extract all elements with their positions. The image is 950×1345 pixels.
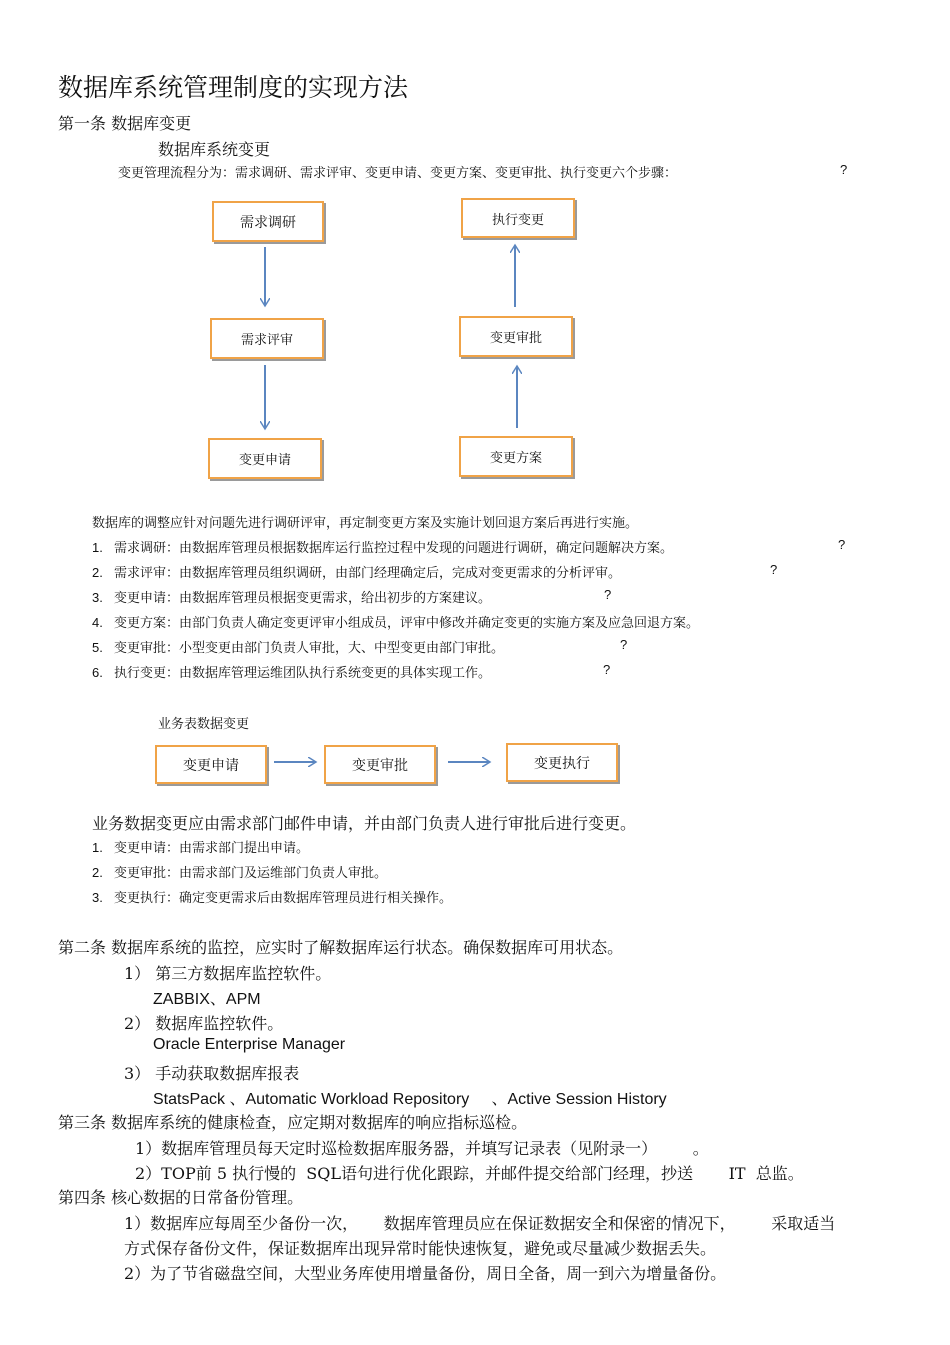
step-mark: ? [770, 562, 778, 577]
process-intro: 变更管理流程分为：需求调研、需求评审、变更申请、变更方案、变更审批、执行变更六个步骤： [118, 166, 678, 181]
monitor-item-label: 3） 手动获取数据库报表 [124, 1064, 300, 1083]
list-item: 5. 变更审批：小型变更由部门负责人审批，大、中型变更由部门审批。 [92, 640, 505, 656]
biz-box-execute: 变更执行 [506, 743, 618, 782]
step-mark: ? [838, 537, 846, 552]
list-item: 3. 变更执行：确定变更需求后由数据库管理员进行相关操作。 [92, 890, 453, 906]
step-mark: ? [604, 587, 612, 602]
biz-box-approve: 变更审批 [324, 745, 436, 784]
biz-heading: 业务表数据变更 [158, 717, 250, 732]
health-item: 2）TOP前 5 执行慢的 SQL语句进行优化跟踪，并邮件提交给部门经理，抄送 IT 总监。 [135, 1164, 804, 1183]
article-2-heading: 第二条 数据库系统的监控，应实时了解数据库运行状态。确保数据库可用状态。 [58, 938, 624, 957]
monitor-item-detail: Oracle Enterprise Manager [153, 1036, 346, 1053]
monitor-item-detail: ZABBIX、APM [153, 991, 261, 1008]
biz-box-apply: 变更申请 [155, 745, 267, 784]
flow-box-req-review: 需求评审 [210, 318, 324, 359]
page-title: 数据库系统管理制度的实现方法 [58, 73, 409, 102]
monitor-item-label: 1） 第三方数据库监控软件。 [124, 964, 332, 983]
intro-mark: ? [840, 162, 848, 177]
list-item: 2. 需求评审：由数据库管理员组织调研，由部门经理确定后，完成对变更需求的分析评审。 [92, 565, 622, 581]
flow-box-change-approve: 变更审批 [459, 316, 573, 357]
step-mark: ? [620, 637, 628, 652]
flow-box-change-plan: 变更方案 [459, 436, 573, 477]
list-item: 1. 需求调研：由数据库管理员根据数据库运行监控过程中发现的问题进行调研，确定问题解决方案。 [92, 540, 674, 556]
article-3-heading: 第三条 数据库系统的健康检查，应定期对数据库的响应指标巡检。 [58, 1113, 528, 1132]
backup-para-2: 2）为了节省磁盘空间，大型业务库使用增量备份，周日全备，周一到六为增量备份。 [124, 1264, 727, 1283]
biz-note: 业务数据变更应由需求部门邮件申请，并由部门负责人进行审批后进行变更。 [92, 814, 637, 833]
backup-para-1-line-2: 方式保存备份文件，保证数据库出现异常时能快速恢复，避免或尽量减少数据丢失。 [124, 1239, 717, 1258]
flow-box-change-apply: 变更申请 [208, 438, 322, 479]
list-item: 1. 变更申请：由需求部门提出申请。 [92, 840, 310, 856]
monitor-item-label: 2） 数据库监控软件。 [124, 1014, 284, 1033]
list-item: 4. 变更方案：由部门负责人确定变更评审小组成员，评审中修改并确定变更的实施方案及应急回退方案。 [92, 615, 700, 631]
list-item: 6. 执行变更：由数据库管理运维团队执行系统变更的具体实现工作。 [92, 665, 492, 681]
step-mark: ? [603, 662, 611, 677]
backup-para-1-line-1: 1）数据库应每周至少备份一次， 数据库管理员应在保证数据安全和保密的情况下， 采取适当 [124, 1214, 836, 1233]
article-1-heading: 第一条 数据库变更 [58, 114, 192, 133]
flow-box-change-execute: 执行变更 [461, 198, 575, 238]
health-item: 1）数据库管理员每天定时巡检数据库服务器，并填写记录表（见附录一） 。 [135, 1139, 709, 1158]
list-item: 2. 变更审批：由需求部门及运维部门负责人审批。 [92, 865, 388, 881]
monitor-item-detail: StatsPack 、Automatic Workload Repository 、Active Session History [153, 1091, 667, 1108]
article-1-subheading: 数据库系统变更 [158, 140, 271, 159]
list-item: 3. 变更申请：由数据库管理员根据变更需求，给出初步的方案建议。 [92, 590, 492, 606]
article-4-heading: 第四条 核心数据的日常备份管理。 [58, 1188, 304, 1207]
flow-note: 数据库的调整应针对问题先进行调研评审，再定制变更方案及实施计划回退方案后再进行实施。 [92, 516, 639, 531]
flow-box-req-research: 需求调研 [212, 201, 324, 242]
